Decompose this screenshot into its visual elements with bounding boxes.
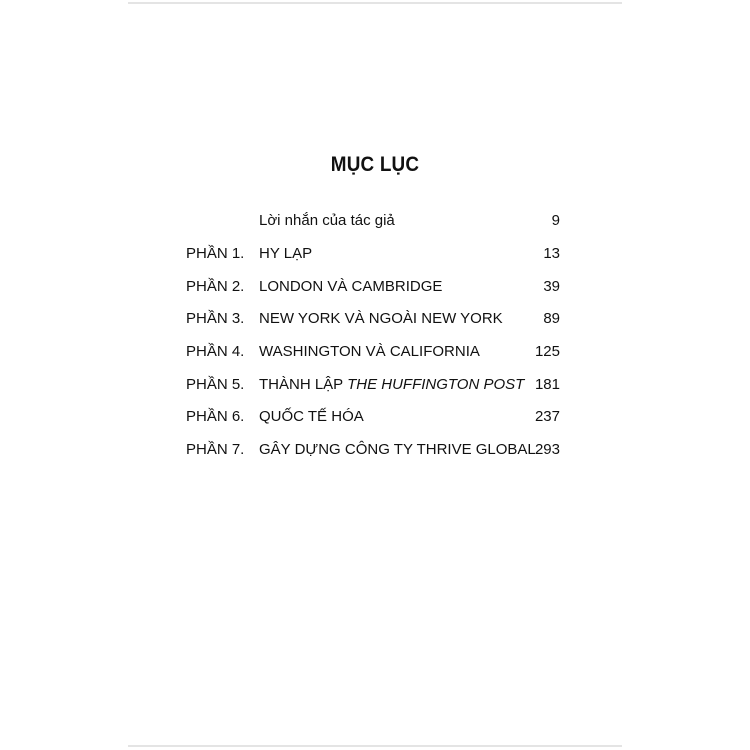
toc-chapter-title bbox=[259, 439, 536, 461]
toc-part-label: PHẦN 2. bbox=[186, 278, 245, 295]
toc-page-number: 9 bbox=[551, 212, 560, 229]
toc-chapter-text: THÀNH LẬP bbox=[259, 376, 348, 393]
toc-part-label: PHẦN 3. bbox=[186, 310, 245, 327]
toc-page-number: 181 bbox=[534, 376, 560, 393]
toc-chapter-title bbox=[259, 276, 442, 298]
toc-part-label: PHẦN 1. bbox=[186, 245, 245, 262]
toc-entry-part-3 bbox=[186, 308, 560, 330]
toc-part-label: PHẦN 4. bbox=[186, 343, 245, 360]
toc-chapter-title bbox=[259, 243, 312, 265]
toc-chapter-text: WASHINGTON VÀ CALIFORNIA bbox=[259, 343, 480, 360]
toc-entry-part-7 bbox=[186, 439, 560, 461]
toc-part-label: PHẦN 5. bbox=[186, 376, 245, 393]
toc-title: MỤC LỤC bbox=[330, 153, 420, 176]
toc-chapter-text: NEW YORK VÀ NGOÀI NEW YORK bbox=[259, 310, 503, 327]
toc-part-label: PHẦN 7. bbox=[186, 441, 245, 458]
toc-page-number: 13 bbox=[543, 245, 560, 262]
toc-chapter-title bbox=[259, 210, 395, 232]
toc-chapter-title bbox=[259, 406, 364, 428]
toc-chapter-text: LONDON VÀ CAMBRIDGE bbox=[259, 278, 443, 295]
toc-page-number: 293 bbox=[534, 441, 560, 458]
toc-entry-part-5 bbox=[186, 374, 560, 396]
toc-chapter-title bbox=[259, 341, 480, 363]
toc-chapter-title bbox=[259, 374, 524, 396]
toc-entry-author-note bbox=[186, 210, 560, 232]
toc-page-number: 89 bbox=[543, 310, 560, 327]
toc-chapter-text: Lời nhắn của tác giả bbox=[259, 212, 395, 229]
toc-part-label: PHẦN 6. bbox=[186, 408, 245, 425]
toc-chapter-text: HY LẠP bbox=[259, 245, 313, 262]
toc-entry-part-1 bbox=[186, 243, 560, 265]
toc-chapter-text: QUỐC TẾ HÓA bbox=[259, 408, 364, 425]
toc-entry-part-6 bbox=[186, 406, 560, 428]
toc-chapter-italic: THE HUFFINGTON POST bbox=[347, 376, 525, 393]
toc-chapter-title bbox=[259, 308, 503, 330]
toc-chapter-text: GÂY DỰNG CÔNG TY THRIVE GLOBAL bbox=[259, 441, 536, 458]
toc-entry-part-4 bbox=[186, 341, 560, 363]
toc-entry-part-2 bbox=[186, 276, 560, 298]
toc-page-number: 237 bbox=[534, 408, 560, 425]
toc-page-number: 39 bbox=[543, 278, 560, 295]
toc-page-number: 125 bbox=[534, 343, 560, 360]
